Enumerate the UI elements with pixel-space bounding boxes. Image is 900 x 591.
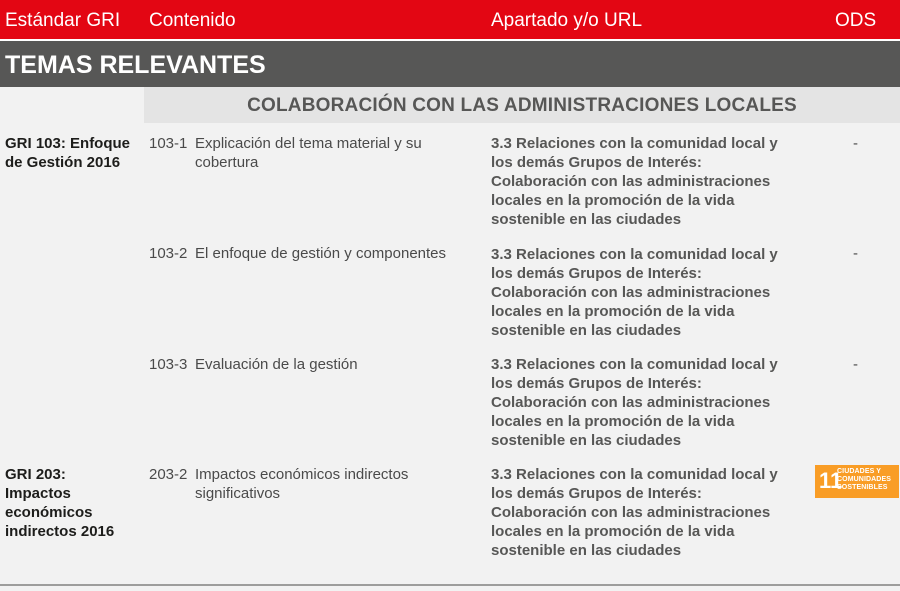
section-reference: 3.3 Relaciones con la comunidad local y los demás Grupos de Interés: Colaboración con las administraciones locales en la promoción de la vida sostenible en las ciudades [491,135,778,228]
content-description: Impactos económicos indirectos significativos [195,466,409,502]
sdg-label [837,468,891,492]
table-bottom-border [0,584,900,586]
sdg-label-line: COMUNIDADES [837,476,891,483]
section-title: TEMAS RELEVANTES [5,51,266,79]
gri-standard-103: GRI 103: Enfoque de Gestión 2016 [5,135,131,171]
table-header [0,0,900,39]
content-code: 103-3 [149,356,188,373]
content-description: Explicación del tema material y su cobertura [195,135,422,171]
section-reference: 3.3 Relaciones con la comunidad local y los demás Grupos de Interés: Colaboración con las administraciones locales en la promoción de la vida sostenible en las ciudades [491,356,778,449]
content-code: 203-2 [149,466,188,483]
subsection-title: COLABORACIÓN CON LAS ADMINISTRACIONES LOCALES [247,95,797,116]
header-col-url: Apartado y/o URL [491,10,643,31]
subsection-bar [144,87,900,123]
sdg-11-badge-icon [815,465,899,498]
header-col-gri: Estándar GRI [5,10,121,31]
header-col-content: Contenido [149,10,236,31]
content-code: 103-2 [149,245,188,262]
content-description: El enfoque de gestión y componentes [195,245,447,262]
content-description: Evaluación de la gestión [195,356,358,373]
content-code: 103-1 [149,135,188,152]
sdg-label-line: SOSTENIBLES [837,484,888,491]
gri-standard-203: GRI 203: Impactos económicos indirectos 2016 [5,466,115,540]
section-reference: 3.3 Relaciones con la comunidad local y los demás Grupos de Interés: Colaboración con las administraciones locales en la promoción de la vida sostenible en las ciudades [491,466,778,559]
sdg-label-line: CIUDADES Y [837,468,882,475]
ods-value: - [853,245,858,262]
ods-value: - [853,135,858,152]
section-reference: 3.3 Relaciones con la comunidad local y los demás Grupos de Interés: Colaboración con las administraciones locales en la promoción de la vida sostenible en las ciudades [491,246,778,339]
ods-value: - [853,356,858,373]
header-col-ods: ODS [835,10,877,31]
sdg-number: 11 [819,468,843,493]
section-bar [0,41,900,87]
